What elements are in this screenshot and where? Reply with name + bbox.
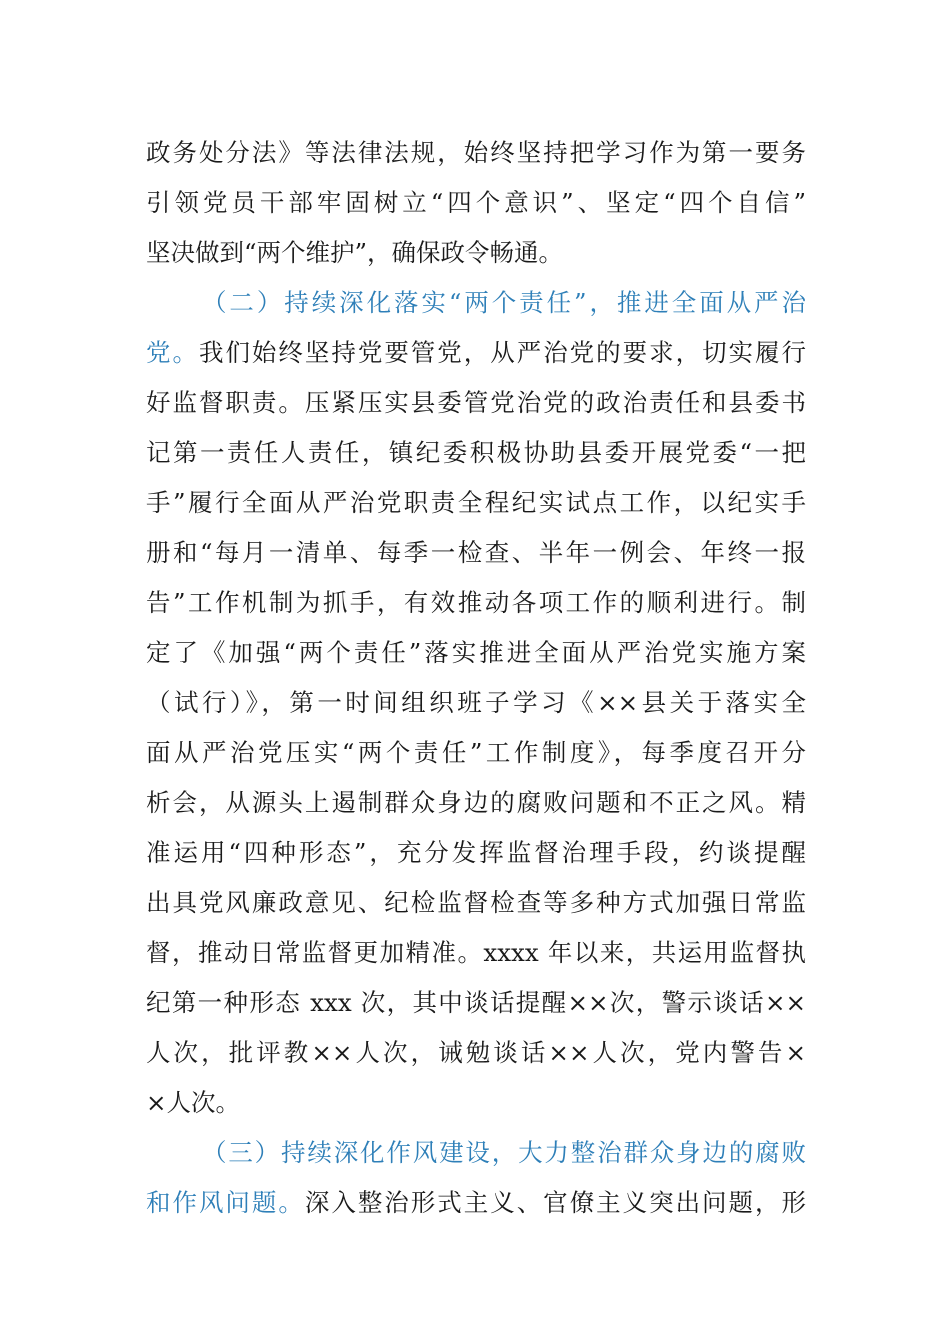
body-text-line: 和作风问题。深入整治形式主义、官僚主义突出问题，形: [146, 1188, 806, 1217]
body-text-line: 纪第一种形态 xxx 次，其中谈话提醒××次，警示谈话××: [146, 988, 806, 1017]
body-text-line: ×人次。: [146, 1088, 241, 1117]
heading-text: 和作风问题。: [146, 1188, 305, 1217]
body-text-line: 准运用“四种形态”，充分发挥监督治理手段，约谈提醒: [146, 838, 806, 867]
body-text-line: 引领党员干部牢固树立“四个意识”、坚定“四个自信”: [146, 188, 806, 217]
heading-text: （三）持续深化作风建设，大力整治群众身边的腐败: [202, 1138, 806, 1167]
body-text-line: 记第一责任人责任，镇纪委积极协助县委开展党委“一把: [146, 438, 806, 467]
body-text-line: （试行）》，第一时间组织班子学习《××县关于落实全: [146, 688, 806, 717]
body-text-line: 册和“每月一清单、每季一检查、半年一例会、年终一报: [146, 538, 806, 567]
body-text-line: 析会，从源头上遏制群众身边的腐败问题和不正之风。精: [146, 788, 806, 817]
section-heading-3: [202, 1128, 806, 1178]
body-text-line: 告”工作机制为抓手，有效推动各项工作的顺利进行。制: [146, 588, 806, 617]
body-text-line: 好监督职责。压紧压实县委管党治党的政治责任和县委书: [146, 388, 806, 417]
body-text-line: 坚决做到“两个维护”，确保政令畅通。: [146, 238, 564, 267]
heading-text: 党。: [146, 338, 199, 367]
body-text-line: 人次，批评教××人次，诫勉谈话××人次，党内警告×: [146, 1038, 806, 1067]
heading-text: （二）持续深化落实“两个责任”，推进全面从严治: [202, 288, 806, 317]
body-text-line: 出具党风廉政意见、纪检监督检查等多种方式加强日常监: [146, 888, 806, 917]
body-text-line: 手”履行全面从严治党职责全程纪实试点工作，以纪实手: [146, 488, 806, 517]
body-text-line: 督，推动日常监督更加精准。xxxx 年以来，共运用监督执: [146, 938, 806, 967]
section-heading-2: [202, 278, 806, 328]
body-text-line: 党。我们始终坚持党要管党，从严治党的要求，切实履行: [146, 338, 806, 367]
body-text-line: 面从严治党压实“两个责任”工作制度》，每季度召开分: [146, 738, 806, 767]
body-text-line: 定了《加强“两个责任”落实推进全面从严治党实施方案: [146, 638, 806, 667]
body-text-line: 政务处分法》等法律法规，始终坚持把学习作为第一要务: [146, 138, 806, 167]
